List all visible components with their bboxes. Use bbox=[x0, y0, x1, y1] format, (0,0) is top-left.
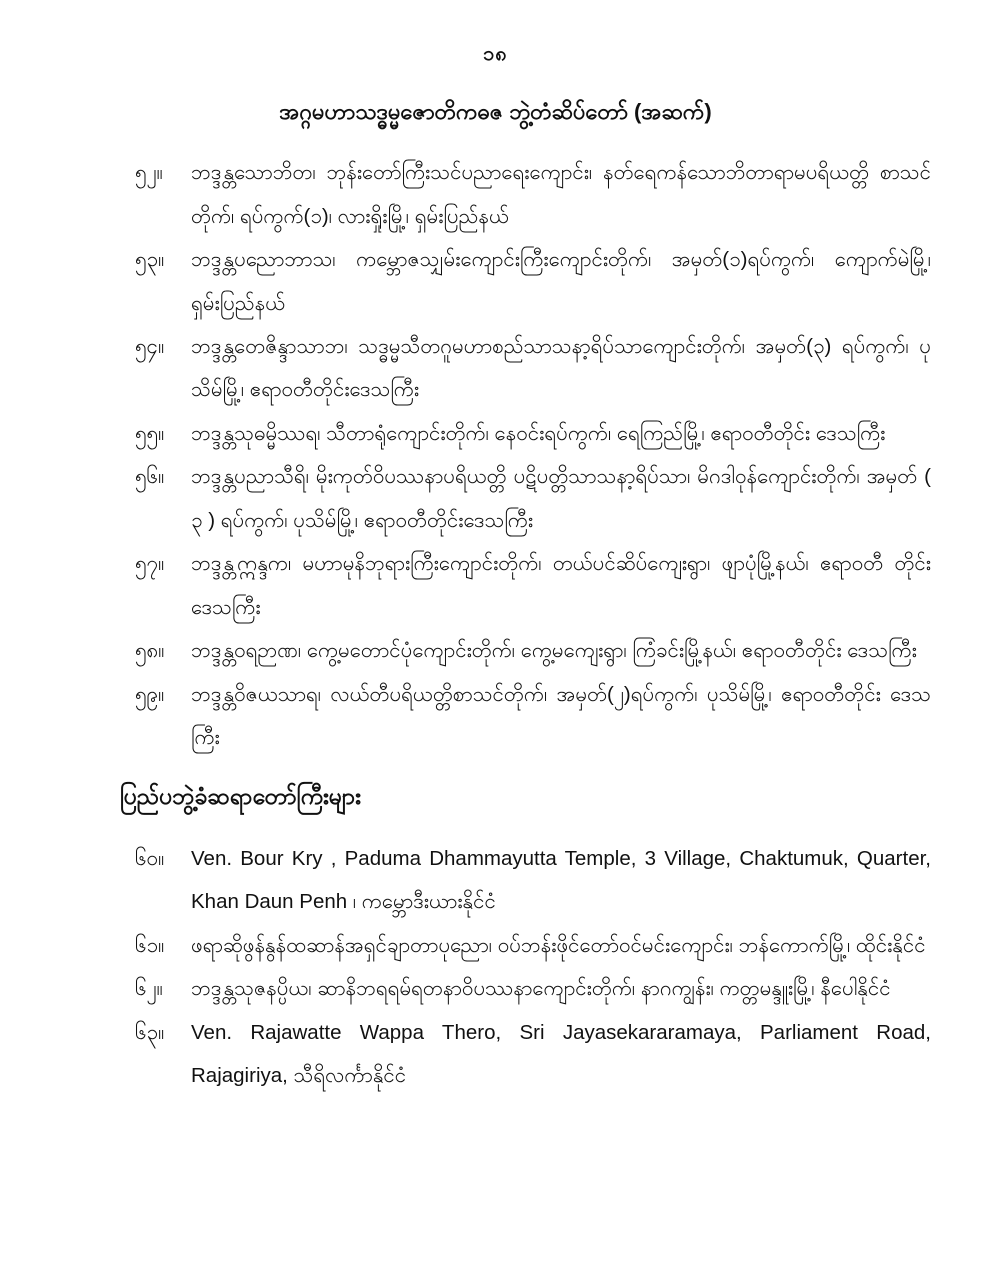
item-number: ၅၆။ bbox=[135, 465, 165, 489]
item-number: ၅၃။ bbox=[135, 248, 165, 272]
item-number: ၆၁။ bbox=[135, 933, 165, 957]
item-number: ၅၄။ bbox=[135, 335, 165, 358]
item-text: Ven. Bour Kry , Paduma Dhammayutta Temple, 3 Village, Chaktumuk, Quarter, Khan Daun Penh ၊ ကမ္ဘောဒီးယားနိုင်ငံ bbox=[191, 846, 931, 914]
title-recipient-list bbox=[135, 151, 931, 759]
list-item bbox=[135, 542, 931, 629]
list-item bbox=[135, 412, 931, 455]
item-text: ဘဒ္ဒန္တဣန္ဒက၊ မဟာမုနိဘုရားကြီးကျောင်းတိုက်၊ တယ်ပင်ဆိပ်ကျေးရွာ၊ ဖျာပုံမြို့နယ်၊ ဧရာဝတီ တိုင်းဒေသကြီး bbox=[191, 552, 931, 619]
item-text: ဘဒ္ဒန္တပညာသီရိ၊ မိုးကုတ်ဝိပဿနာပရိယတ္တိ ပဋိပတ္တိသာသနာ့ရိပ်သာ၊ မိဂဒါဝုန်ကျောင်းတိုက်၊ အမှတ် ( ၃ ) ရပ်ကွက်၊ ပုသိမ်မြို့၊ ဧရာဝတီတိုင်းဒေသကြီး bbox=[191, 465, 931, 532]
list-item bbox=[135, 837, 931, 924]
section-title-foreign-recipients: ပြည်ပဘွဲ့ခံဆရာတော်ကြီးများ bbox=[120, 782, 361, 809]
list-item bbox=[135, 325, 931, 412]
item-text: ဘဒ္ဒန္တဝရဉာဏ၊ ကွေ့မတောင်ပုံကျောင်းတိုက်၊ ကွေ့မကျေးရွာ၊ ကြံခင်းမြို့နယ်၊ ဧရာဝတီတိုင်း ဒေသကြီး bbox=[191, 639, 917, 663]
list-item bbox=[135, 455, 931, 542]
item-number: ၅၇။ bbox=[135, 552, 165, 576]
document-title: အဂ္ဂမဟာသဒ္ဓမ္မဇောတိကဓဇ ဘွဲ့တံဆိပ်တော် (အဆက်) bbox=[279, 99, 712, 124]
item-number: ၆၃။ bbox=[135, 1020, 165, 1044]
list-item bbox=[135, 238, 931, 325]
item-number: ၅၉။ bbox=[135, 682, 165, 706]
item-number: ၆၂။ bbox=[135, 977, 163, 1001]
list-item bbox=[135, 1011, 931, 1098]
item-number: ၅၂။ bbox=[135, 161, 163, 185]
page-number: ၁၈ bbox=[483, 43, 508, 65]
item-text: ဘဒ္ဒန္တတေဇိန္ဒာသာဘ၊ သဒ္ဓမ္မသီတဂူမဟာစည်သာသနာ့ရိပ်သာကျောင်းတိုက်၊ အမှတ်(၃) ရပ်ကွက်၊ ပုသိမ်မြို့၊ ဧရာဝတီတိုင်းဒေသကြီး bbox=[191, 335, 931, 402]
item-number: ၅၈။ bbox=[135, 639, 165, 663]
item-text: ဘဒ္ဒန္တသုဇနပ္ပိယ၊ ဆာနိဘရရမ်ရတနာဝိပဿနာကျောင်းတိုက်၊ နာဂကျွန်း၊ ကတ္တမန္ဒူးမြို့၊ နီပေါနိုင်ငံ bbox=[191, 977, 891, 1001]
item-text: ဘဒ္ဒန္တပညောဘာသ၊ ကမ္ဘောဇသျှမ်းကျောင်းကြီးကျောင်းတိုက်၊ အမှတ်(၁)ရပ်ကွက်၊ ကျောက်မဲမြို့၊ ရှမ်းပြည်နယ် bbox=[191, 248, 931, 315]
list-item bbox=[135, 924, 931, 967]
foreign-recipient-list bbox=[135, 837, 931, 1098]
item-text: ဘဒ္ဒန္တဝိဇယသာရ၊ လယ်တီပရိယတ္တိစာသင်တိုက်၊ အမှတ်(၂)ရပ်ကွက်၊ ပုသိမ်မြို့၊ ဧရာဝတီတိုင်း ဒေသကြီး bbox=[191, 682, 931, 750]
item-number: ၅၅။ bbox=[135, 421, 165, 445]
item-text: ဘဒ္ဒန္တသောဘိတ၊ ဘုန်းတော်ကြီးသင်ပညာရေးကျောင်း၊ နတ်ရေကန်သောဘိတာရာမပရိယတ္တိ စာသင်တိုက်၊ ရပ်ကွက်(၁)၊ လားရှိုးမြို့၊ ရှမ်းပြည်နယ် bbox=[191, 161, 931, 228]
list-item bbox=[135, 629, 931, 672]
item-number: ၆၀။ bbox=[135, 846, 165, 870]
list-item bbox=[135, 673, 931, 760]
item-text: Ven. Rajawatte Wappa Thero, Sri Jayasekararamaya, Parliament Road, Rajagiriya, သီရိလင်္ကာနိုင်ငံ bbox=[191, 1020, 931, 1088]
item-text: ဘဒ္ဒန္တသုဓမ္မိဿရ၊ သီတာရုံကျောင်းတိုက်၊ နေဝင်းရပ်ကွက်၊ ရေကြည်မြို့၊ ဧရာဝတီတိုင်း ဒေသကြီး bbox=[191, 421, 886, 445]
item-text: ဖရာဆိုဖွန်နွန်ထဆာန်အရှင်ချာတာပုညော၊ ဝပ်ဘန်းဖိုင်တော်ဝင်မင်းကျောင်း၊ ဘန်ကောက်မြို့၊ ထိုင်းနိုင်ငံ bbox=[191, 933, 926, 957]
list-item bbox=[135, 967, 931, 1010]
list-item bbox=[135, 151, 931, 238]
